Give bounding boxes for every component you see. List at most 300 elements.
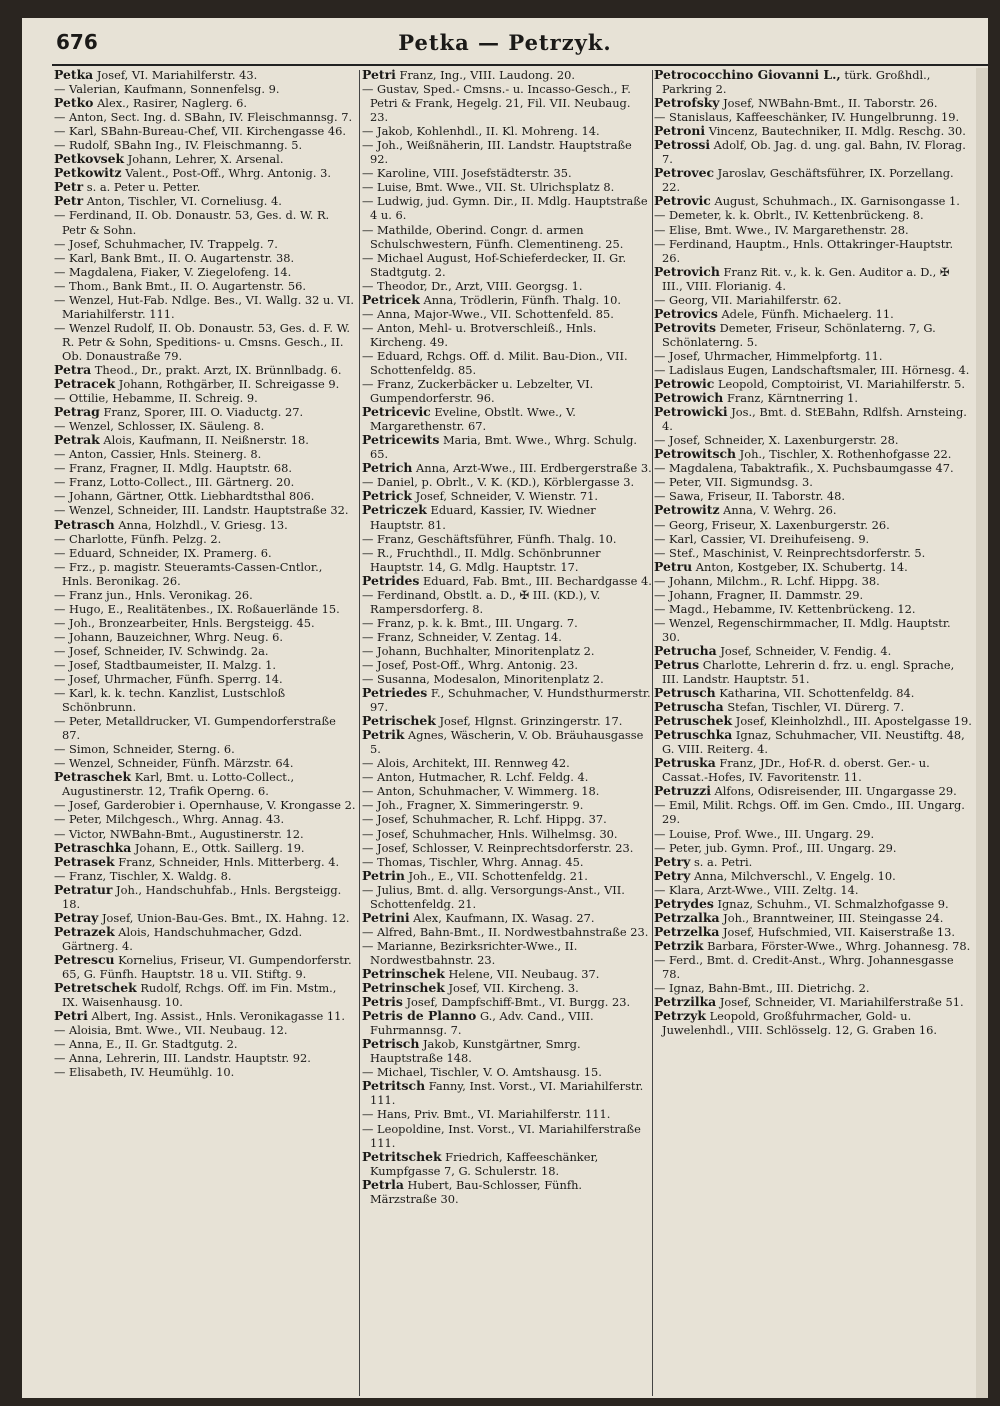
directory-entry bbox=[654, 616, 972, 644]
directory-entry bbox=[654, 686, 972, 700]
entry-details: Alex, Kaufmann, IX. Wasag. 27. bbox=[413, 910, 595, 925]
entry-details: — Wenzel, Schlosser, IX. Säuleng. 8. bbox=[54, 419, 265, 434]
directory-entry bbox=[54, 1051, 356, 1065]
entry-details: — Thomas, Tischler, Whrg. Annag. 45. bbox=[362, 854, 584, 869]
directory-entry bbox=[362, 1065, 652, 1079]
entry-details: Friedrich, Kaffeeschänker, Kumpfgasse 7, G. Schulerstr. 18. bbox=[370, 1149, 599, 1178]
directory-entry bbox=[54, 686, 356, 714]
entry-details: s. a. Petri. bbox=[693, 854, 753, 869]
directory-entry bbox=[654, 138, 972, 166]
entry-surname: Petriczek bbox=[362, 502, 427, 518]
directory-entry bbox=[654, 208, 972, 222]
entry-details: Eduard, Fab. Bmt., III. Bechardgasse 4. bbox=[422, 573, 652, 588]
entry-surname: Petrick bbox=[362, 488, 412, 504]
entry-surname: Petrinschek bbox=[362, 980, 445, 996]
entry-details: Josef, Schneider, V. Wienstr. 71. bbox=[415, 489, 599, 504]
directory-entry bbox=[362, 321, 652, 349]
directory-entry bbox=[54, 658, 356, 672]
directory-entry bbox=[654, 855, 972, 869]
entry-details: — Franz, Fragner, II. Mdlg. Hauptstr. 68. bbox=[54, 461, 292, 476]
entry-surname: Petrak bbox=[54, 432, 100, 448]
directory-entry bbox=[654, 560, 972, 574]
entry-surname: Petruschek bbox=[654, 713, 733, 729]
entry-details: Fanny, Inst. Vorst., VI. Mariahilferstr. 111. bbox=[370, 1079, 644, 1108]
entry-details: Adolf, Ob. Jag. d. ung. gal. Bahn, IV. Florag. 7. bbox=[662, 138, 966, 167]
entry-details: — Elise, Bmt. Wwe., IV. Margarethenstr. 28. bbox=[654, 222, 909, 237]
entry-surname: Petri bbox=[362, 68, 396, 82]
directory-entry bbox=[54, 798, 356, 812]
entry-details: — Leopoldine, Inst. Vorst., VI. Mariahilferstraße 111. bbox=[362, 1121, 641, 1150]
entry-details: — Wenzel, Schneider, Fünfh. Märzstr. 64. bbox=[54, 756, 294, 771]
entry-details: Alois, Kaufmann, II. Neißnerstr. 18. bbox=[103, 433, 309, 448]
directory-entry bbox=[362, 68, 652, 82]
entry-surname: Petrich bbox=[362, 460, 413, 476]
entry-surname: Petrisch bbox=[362, 1036, 420, 1052]
entry-details: Rudolf, Rchgs. Off. im Fin. Mstm., IX. Waisenhausg. 10. bbox=[62, 981, 337, 1010]
directory-entry bbox=[54, 96, 356, 110]
entry-details: Leopold, Comptoirist, VI. Mariahilferstr. 5. bbox=[717, 377, 965, 392]
entry-details: — Anton, Hutmacher, R. Lchf. Feldg. 4. bbox=[362, 770, 589, 785]
directory-entry bbox=[54, 869, 356, 883]
directory-page bbox=[22, 18, 988, 1398]
entry-surname: Petrzilka bbox=[654, 994, 717, 1010]
directory-entry bbox=[362, 223, 652, 251]
entry-details: s. a. Peter u. Petter. bbox=[86, 180, 201, 195]
entry-details: — Ferdinand, Obstlt. a. D., ✠ III. (KD.), V. Rampersdorferg. 8. bbox=[362, 587, 601, 616]
directory-entry bbox=[362, 995, 652, 1009]
entry-details: Franz, JDr., Hof-R. d. oberst. Ger.- u. Cassat.-Hofes, IV. Favoritenstr. 11. bbox=[662, 756, 930, 785]
directory-entry bbox=[362, 827, 652, 841]
entry-details: — Franz, Lotto-Collect., III. Gärtnerg. 20. bbox=[54, 475, 295, 490]
entry-details: Franz Rit. v., k. k. Gen. Auditor a. D., ✠ III., VIII. Florianig. 4. bbox=[662, 264, 950, 293]
entry-surname: Petricevic bbox=[362, 404, 431, 420]
entry-surname: Petkowitz bbox=[54, 165, 122, 181]
directory-entry bbox=[54, 1037, 356, 1051]
entry-details: — Karl, Bank Bmt., II. O. Augartenstr. 38. bbox=[54, 250, 295, 265]
entry-surname: Petris de Planno bbox=[362, 1008, 477, 1024]
directory-entry bbox=[362, 841, 652, 855]
entry-details: — Peter, jub. Gymn. Prof., III. Ungarg. 29. bbox=[654, 840, 897, 855]
entry-details: — Stanislaus, Kaffeeschänker, IV. Hungelbrunng. 19. bbox=[654, 110, 960, 125]
directory-entry bbox=[362, 981, 652, 995]
entry-details: — Hans, Priv. Bmt., VI. Mariahilferstr. 111. bbox=[362, 1107, 611, 1122]
directory-entry bbox=[654, 827, 972, 841]
directory-entry bbox=[362, 1009, 652, 1037]
directory-entry bbox=[54, 279, 356, 293]
directory-entry bbox=[54, 461, 356, 475]
entry-details: — Ignaz, Bahn-Bmt., III. Dietrichg. 2. bbox=[654, 981, 870, 996]
directory-entry bbox=[362, 349, 652, 377]
directory-entry bbox=[362, 532, 652, 546]
entry-details: Anna, Milchverschl., V. Engelg. 10. bbox=[693, 868, 896, 883]
entry-surname: Petray bbox=[54, 909, 99, 925]
entry-surname: Petretschek bbox=[54, 980, 137, 996]
directory-entry bbox=[654, 700, 972, 714]
entry-details: Josef, Union-Bau-Ges. Bmt., IX. Hahng. 12. bbox=[101, 910, 350, 925]
entry-details: — Theodor, Dr., Arzt, VIII. Georgsg. 1. bbox=[362, 278, 583, 293]
directory-entry bbox=[54, 433, 356, 447]
entry-surname: Petri bbox=[54, 1008, 88, 1024]
entry-surname: Petruzzi bbox=[654, 783, 711, 799]
entry-surname: Petruscha bbox=[654, 699, 724, 715]
entry-details: Kornelius, Friseur, VI. Gumpendorferstr. 65, G. Fünfh. Hauptstr. 18 u. VII. Stiftg. 9. bbox=[62, 952, 352, 981]
entry-details: Joh., Tischler, X. Rothenhofgasse 22. bbox=[739, 447, 952, 462]
directory-entry bbox=[362, 728, 652, 756]
entry-details: — Peter, VII. Sigmundsg. 3. bbox=[654, 475, 813, 490]
directory-entry bbox=[654, 349, 972, 363]
page-header bbox=[22, 18, 988, 70]
entry-details: — Alois, Architekt, III. Rennweg 42. bbox=[362, 756, 570, 771]
entry-surname: Petrinschek bbox=[362, 966, 445, 981]
entry-surname: Petruschka bbox=[654, 727, 733, 743]
entry-details: Anton, Tischler, VI. Corneliusg. 4. bbox=[86, 194, 282, 209]
entry-surname: Petr bbox=[54, 193, 84, 209]
directory-entry bbox=[54, 251, 356, 265]
entry-details: Joh., E., VII. Schottenfeldg. 21. bbox=[408, 868, 588, 883]
directory-entry bbox=[654, 433, 972, 447]
directory-entry bbox=[54, 672, 356, 686]
entry-details: — Josef, Uhrmacher, Fünfh. Sperrg. 14. bbox=[54, 672, 283, 687]
entry-details: — Demeter, k. k. Obrlt., IV. Kettenbrückeng. 8. bbox=[654, 208, 924, 223]
directory-entry bbox=[654, 841, 972, 855]
directory-entry bbox=[362, 644, 652, 658]
entry-details: Joh., Branntweiner, III. Steingasse 24. bbox=[723, 910, 944, 925]
directory-entry bbox=[54, 883, 356, 911]
directory-entry bbox=[54, 1065, 356, 1079]
entry-details: Franz, Schneider, Hnls. Mitterberg. 4. bbox=[118, 854, 340, 869]
entry-details: — Peter, Milchgesch., Whrg. Annag. 43. bbox=[54, 812, 285, 827]
directory-entry bbox=[54, 180, 356, 194]
directory-entry bbox=[54, 363, 356, 377]
entry-details: — Georg, Friseur, X. Laxenburgerstr. 26. bbox=[654, 517, 890, 532]
directory-entry bbox=[654, 321, 972, 349]
directory-entry bbox=[54, 588, 356, 602]
directory-entry bbox=[362, 546, 652, 574]
entry-details: — Johann, Gärtner, Ottk. Liebhardtsthal 806. bbox=[54, 489, 315, 504]
entry-details: Maria, Bmt. Wwe., Whrg. Schulg. 65. bbox=[370, 433, 638, 462]
directory-entry bbox=[362, 756, 652, 770]
entry-details: — Wenzel, Schneider, III. Landstr. Hauptstraße 32. bbox=[54, 503, 349, 518]
entry-details: — Josef, Schuhmacher, R. Lchf. Hippg. 37. bbox=[362, 812, 607, 827]
directory-entry bbox=[362, 967, 652, 981]
directory-entry bbox=[362, 489, 652, 503]
directory-entry bbox=[654, 377, 972, 391]
entry-details: — Gustav, Sped.- Cmsns.- u. Incasso-Gesch., F. Petri & Frank, Hegelg. 21, Fil. VII. Neubaug. 23. bbox=[362, 82, 631, 125]
directory-entry bbox=[362, 658, 652, 672]
entry-surname: Petrzelka bbox=[654, 923, 720, 939]
entry-details: — Mathilde, Oberind. Congr. d. armen Schulschwestern, Fünfh. Clementineng. 25. bbox=[362, 222, 624, 251]
directory-entry bbox=[54, 981, 356, 1009]
entry-details: Eveline, Obstlt. Wwe., V. Margarethenstr. 67. bbox=[370, 405, 576, 434]
entry-surname: Petrasch bbox=[54, 516, 115, 532]
entry-details: Katharina, VII. Schottenfeldg. 84. bbox=[719, 686, 915, 701]
entry-surname: Petrzyk bbox=[654, 1008, 706, 1024]
entry-surname: Petrides bbox=[362, 572, 420, 588]
entry-details: — Charlotte, Fünfh. Pelzg. 2. bbox=[54, 531, 222, 546]
entry-details: — Ferd., Bmt. d. Credit-Anst., Whrg. Johannesgasse 78. bbox=[654, 952, 954, 981]
entry-details: — Josef, Post-Off., Whrg. Antonig. 23. bbox=[362, 657, 578, 672]
entry-details: Jaroslav, Geschäftsführer, IX. Porzellang. 22. bbox=[662, 166, 954, 195]
directory-entry bbox=[362, 812, 652, 826]
entry-details: Josef, Hufschmied, VII. Kaiserstraße 13. bbox=[722, 924, 955, 939]
directory-entry bbox=[54, 1009, 356, 1023]
entry-details: — Daniel, p. Obrlt., V. K. (KD.), Körblergasse 3. bbox=[362, 475, 635, 490]
entry-details: — Anna, Major-Wwe., VII. Schottenfeld. 85. bbox=[362, 306, 614, 321]
entry-details: G., Adv. Cand., VIII. Fuhrmannsg. 7. bbox=[370, 1009, 594, 1038]
directory-entry bbox=[54, 925, 356, 953]
entry-details: — Emil, Milit. Rchgs. Off. im Gen. Cmdo., III. Ungarg. 29. bbox=[654, 798, 965, 827]
entry-surname: Petrusch bbox=[654, 685, 716, 701]
entry-details: Jakob, Kunstgärtner, Smrg. Hauptstraße 148. bbox=[370, 1037, 581, 1066]
entry-details: — Joh., Weißnäherin, III. Landstr. Hauptstraße 92. bbox=[362, 138, 632, 167]
directory-entry bbox=[362, 503, 652, 531]
directory-entry bbox=[654, 897, 972, 911]
entry-surname: Petrescu bbox=[54, 951, 115, 967]
entry-details: — Michael August, Hof-Schieferdecker, II. Gr. Stadtgutg. 2. bbox=[362, 250, 627, 279]
entry-details: — Valerian, Kaufmann, Sonnenfelsg. 9. bbox=[54, 82, 280, 97]
entry-details: Johann, Lehrer, X. Arsenal. bbox=[127, 152, 284, 167]
entry-details: — Georg, VII. Mariahilferstr. 62. bbox=[654, 292, 842, 307]
entry-surname: Petrowicki bbox=[654, 404, 728, 420]
entry-details: Ignaz, Schuhmacher, VII. Neustiftg. 48, G. VIII. Reiterg. 4. bbox=[662, 728, 965, 757]
directory-column-2 bbox=[362, 68, 652, 1398]
entry-details: — Joh., Bronzearbeiter, Hnls. Bergsteigg. 45. bbox=[54, 615, 315, 630]
entry-details: — Josef, Schuhmacher, Hnls. Wilhelmsg. 30. bbox=[362, 826, 618, 841]
directory-entry bbox=[654, 124, 972, 138]
entry-details: — Ferdinand, Hauptm., Hnls. Ottakringer-Hauptstr. 26. bbox=[654, 236, 954, 265]
entry-details: Josef, VII. Kircheng. 3. bbox=[448, 981, 579, 996]
entry-details: — Anton, Schuhmacher, V. Wimmerg. 18. bbox=[362, 784, 600, 799]
entry-details: — Johann, Buchhalter, Minoritenplatz 2. bbox=[362, 643, 595, 658]
directory-entry bbox=[654, 461, 972, 475]
entry-details: F., Schuhmacher, V. Hundsthurmerstr. 97. bbox=[370, 686, 651, 715]
entry-details: Helene, VII. Neubaug. 37. bbox=[448, 967, 600, 981]
directory-entry bbox=[54, 152, 356, 166]
directory-entry bbox=[54, 124, 356, 138]
directory-entry bbox=[654, 602, 972, 616]
entry-details: — Alfred, Bahn-Bmt., II. Nordwestbahnstraße 23. bbox=[362, 924, 649, 939]
entry-surname: Petrovec bbox=[654, 165, 715, 181]
entry-surname: Petry bbox=[654, 867, 691, 883]
entry-details: — Wenzel, Hut-Fab. Ndlge. Bes., VI. Wallg. 32 u. VI. Mariahilferstr. 111. bbox=[54, 292, 354, 321]
directory-entry bbox=[54, 742, 356, 756]
entry-surname: Petrococchino Giovanni L., bbox=[654, 68, 841, 82]
directory-entry bbox=[362, 1178, 652, 1206]
entry-details: Anna, Arzt-Wwe., III. Erdbergerstraße 3. bbox=[416, 461, 652, 476]
header-rule bbox=[52, 64, 988, 66]
entry-surname: Petritschek bbox=[362, 1148, 442, 1164]
entry-details: Anna, V. Wehrg. 26. bbox=[723, 503, 837, 518]
directory-entry bbox=[54, 770, 356, 798]
entry-details: — Franz, Geschäftsführer, Fünfh. Thalg. 10. bbox=[362, 531, 617, 546]
entry-details: — Marianne, Bezirksrichter-Wwe., II. Nordwestbahnstr. 23. bbox=[362, 938, 578, 967]
entry-details: — Josef, Schneider, X. Laxenburgerstr. 28. bbox=[654, 433, 899, 448]
directory-entry bbox=[654, 546, 972, 560]
entry-details: — Stef., Maschinist, V. Reinprechtsdorferstr. 5. bbox=[654, 545, 926, 560]
directory-entry bbox=[362, 279, 652, 293]
directory-entry bbox=[654, 265, 972, 293]
directory-entry bbox=[54, 518, 356, 532]
entry-details: Josef, Kleinholzhdl., III. Apostelgasse 19. bbox=[735, 714, 972, 729]
entry-details: Franz, Kärntnerring 1. bbox=[726, 391, 859, 406]
entry-details: — Anton, Cassier, Hnls. Steinerg. 8. bbox=[54, 447, 262, 462]
entry-details: — Victor, NWBahn-Bmt., Augustinerstr. 12. bbox=[54, 826, 304, 841]
entry-surname: Petrovits bbox=[654, 319, 716, 335]
directory-column-3 bbox=[654, 68, 972, 1398]
directory-entry bbox=[362, 574, 652, 588]
entry-surname: Petru bbox=[654, 558, 693, 574]
entry-details: — Josef, Uhrmacher, Himmelpfortg. 11. bbox=[654, 348, 883, 363]
entry-details: — Franz, Tischler, X. Waldg. 8. bbox=[54, 868, 232, 883]
directory-entry bbox=[654, 756, 972, 784]
directory-entry bbox=[362, 855, 652, 869]
directory-entry bbox=[362, 911, 652, 925]
entry-surname: Petra bbox=[54, 361, 92, 377]
directory-entry bbox=[54, 714, 356, 742]
directory-entry bbox=[54, 391, 356, 405]
directory-entry bbox=[362, 1079, 652, 1107]
entry-details: — Ferdinand, II. Ob. Donaustr. 53, Ges. d. W. R. Petr & Sohn. bbox=[54, 208, 330, 237]
directory-entry bbox=[654, 194, 972, 208]
directory-entry bbox=[654, 293, 972, 307]
entry-surname: Petrasek bbox=[54, 853, 115, 869]
directory-entry bbox=[362, 714, 652, 728]
directory-entry bbox=[54, 644, 356, 658]
directory-entry bbox=[362, 686, 652, 714]
entry-details: Alex., Rasirer, Naglerg. 6. bbox=[97, 96, 247, 111]
entry-details: türk. Großhdl., Parkring 2. bbox=[662, 68, 931, 97]
entry-details: Franz, Sporer, III. O. Viaductg. 27. bbox=[103, 405, 304, 420]
entry-details: — Karl, SBahn-Bureau-Chef, VII. Kirchengasse 46. bbox=[54, 124, 346, 139]
directory-entry bbox=[654, 644, 972, 658]
directory-entry bbox=[362, 770, 652, 784]
entry-details: Valent., Post-Off., Whrg. Antonig. 3. bbox=[125, 166, 331, 181]
directory-entry bbox=[54, 532, 356, 546]
directory-entry bbox=[654, 981, 972, 995]
entry-details: — Josef, Schuhmacher, IV. Trappelg. 7. bbox=[54, 236, 278, 251]
entry-details: Leopold, Großfuhrmacher, Gold- u. Juwelenhdl., VIII. Schlösselg. 12, G. Graben 16. bbox=[662, 1009, 937, 1038]
entry-surname: Petrzalka bbox=[654, 909, 720, 925]
entry-details: — Julius, Bmt. d. allg. Versorgungs-Anst., VII. Schottenfeldg. 21. bbox=[362, 882, 625, 911]
directory-entry bbox=[362, 307, 652, 321]
directory-entry bbox=[54, 208, 356, 236]
entry-details: — Eduard, Rchgs. Off. d. Milit. Bau-Dion., VII. Schottenfeldg. 85. bbox=[362, 348, 628, 377]
entry-surname: Petricek bbox=[362, 291, 420, 307]
entry-surname: Petris bbox=[362, 994, 403, 1010]
directory-entry bbox=[654, 925, 972, 939]
directory-entry bbox=[54, 630, 356, 644]
entry-surname: Petr bbox=[54, 179, 84, 195]
entry-details: Anna, Trödlerin, Fünfh. Thalg. 10. bbox=[423, 292, 622, 307]
directory-entry bbox=[54, 827, 356, 841]
entry-surname: Petricewits bbox=[362, 432, 440, 448]
entry-details: Vincenz, Bautechniker, II. Mdlg. Reschg. 30. bbox=[708, 124, 966, 139]
entry-details: Anna, Holzhdl., V. Griesg. 13. bbox=[118, 517, 288, 532]
directory-entry bbox=[654, 574, 972, 588]
entry-details: Josef, Hlgnst. Grinzingerstr. 17. bbox=[439, 714, 623, 729]
directory-entry bbox=[654, 939, 972, 953]
entry-details: — Susanna, Modesalon, Minoritenplatz 2. bbox=[362, 672, 604, 687]
entry-surname: Petrofsky bbox=[654, 95, 720, 111]
entry-surname: Petrovich bbox=[654, 263, 720, 279]
entry-details: Josef, Schneider, V. Fendig. 4. bbox=[720, 643, 892, 658]
entry-details: — Peter, Metalldrucker, VI. Gumpendorferstraße 87. bbox=[54, 714, 336, 743]
entry-surname: Petrowich bbox=[654, 390, 724, 406]
directory-entry bbox=[54, 265, 356, 279]
entry-details: — Sawa, Friseur, II. Taborstr. 48. bbox=[654, 489, 846, 504]
entry-details: — Aloisia, Bmt. Wwe., VII. Neubaug. 12. bbox=[54, 1023, 288, 1038]
directory-entry bbox=[54, 237, 356, 251]
entry-surname: Petkovsek bbox=[54, 151, 125, 167]
entry-details: — Frz., p. magistr. Steueramts-Cassen-Cntlor., Hnls. Beronikag. 26. bbox=[54, 559, 323, 588]
entry-surname: Petrischek bbox=[362, 713, 436, 729]
entry-details: Franz, Ing., VIII. Laudong. 20. bbox=[399, 68, 575, 82]
directory-entry bbox=[654, 995, 972, 1009]
entry-details: — Anton, Sect. Ing. d. SBahn, IV. Fleischmannsg. 7. bbox=[54, 110, 353, 125]
entry-details: — Josef, Schneider, IV. Schwindg. 2a. bbox=[54, 643, 269, 658]
entry-details: — Karl, k. k. techn. Kanzlist, Lustschloß Schönbrunn. bbox=[54, 686, 286, 715]
entry-details: — Franz, p. k. k. Bmt., III. Ungarg. 7. bbox=[362, 615, 578, 630]
entry-details: Josef, VI. Mariahilferstr. 43. bbox=[96, 68, 258, 82]
directory-entry bbox=[654, 658, 972, 686]
entry-details: — Anna, E., II. Gr. Stadtgutg. 2. bbox=[54, 1037, 238, 1052]
entry-details: — Thom., Bank Bmt., II. O. Augartenstr. 56. bbox=[54, 278, 306, 293]
entry-details: Demeter, Friseur, Schönlaterng. 7, G. Schönlaterng. 5. bbox=[662, 320, 936, 349]
entry-details: — Karl, Cassier, VI. Dreihufeiseng. 9. bbox=[654, 531, 870, 546]
entry-details: Ignaz, Schuhm., VI. Schmalzhofgasse 9. bbox=[717, 896, 949, 911]
entry-details: Eduard, Kassier, IV. Wiedner Hauptstr. 81. bbox=[370, 503, 596, 532]
entry-details: Albert, Ing. Assist., Hnls. Veronikagasse 11. bbox=[91, 1009, 345, 1024]
directory-column-1 bbox=[54, 68, 356, 1398]
entry-details: — Klara, Arzt-Wwe., VIII. Zeltg. 14. bbox=[654, 882, 859, 897]
entry-surname: Petrowitsch bbox=[654, 446, 737, 462]
directory-entry bbox=[362, 1150, 652, 1178]
directory-entry bbox=[54, 138, 356, 152]
entry-details: — Jakob, Kohlenhdl., II. Kl. Mohreng. 14. bbox=[362, 124, 600, 139]
directory-entry bbox=[54, 377, 356, 391]
directory-entry bbox=[362, 124, 652, 138]
directory-entry bbox=[54, 616, 356, 630]
entry-surname: Petrydes bbox=[654, 895, 714, 911]
entry-surname: Petrowitz bbox=[654, 502, 720, 518]
entry-surname: Petratur bbox=[54, 881, 113, 897]
directory-entry bbox=[54, 489, 356, 503]
directory-entry bbox=[362, 377, 652, 405]
directory-entry bbox=[362, 138, 652, 166]
directory-entry bbox=[362, 588, 652, 616]
directory-entry bbox=[654, 714, 972, 728]
directory-entry bbox=[362, 798, 652, 812]
entry-surname: Petrowic bbox=[654, 376, 715, 392]
directory-entry bbox=[654, 953, 972, 981]
entry-surname: Petrazek bbox=[54, 923, 115, 939]
directory-entry bbox=[654, 869, 972, 883]
directory-entry bbox=[362, 672, 652, 686]
directory-entry bbox=[54, 419, 356, 433]
entry-details: — Anna, Lehrerin, III. Landstr. Hauptstr. 92. bbox=[54, 1051, 311, 1066]
entry-surname: Petrovic bbox=[654, 193, 711, 209]
directory-entry bbox=[654, 363, 972, 377]
entry-details: — Elisabeth, IV. Heumühlg. 10. bbox=[54, 1065, 235, 1080]
entry-details: Alfons, Odisreisender, III. Ungargasse 29. bbox=[714, 784, 957, 799]
entry-details: — Magdalena, Tabaktrafik., X. Puchsbaumgasse 47. bbox=[654, 461, 954, 476]
directory-entry bbox=[54, 82, 356, 96]
directory-entry bbox=[362, 1037, 652, 1065]
entry-surname: Petrus bbox=[654, 656, 700, 672]
entry-details: Johann, E., Ottk. Saillerg. 19. bbox=[134, 840, 305, 855]
entry-details: — Louise, Prof. Wwe., III. Ungarg. 29. bbox=[654, 826, 875, 841]
entry-details: — Simon, Schneider, Sterng. 6. bbox=[54, 742, 235, 757]
